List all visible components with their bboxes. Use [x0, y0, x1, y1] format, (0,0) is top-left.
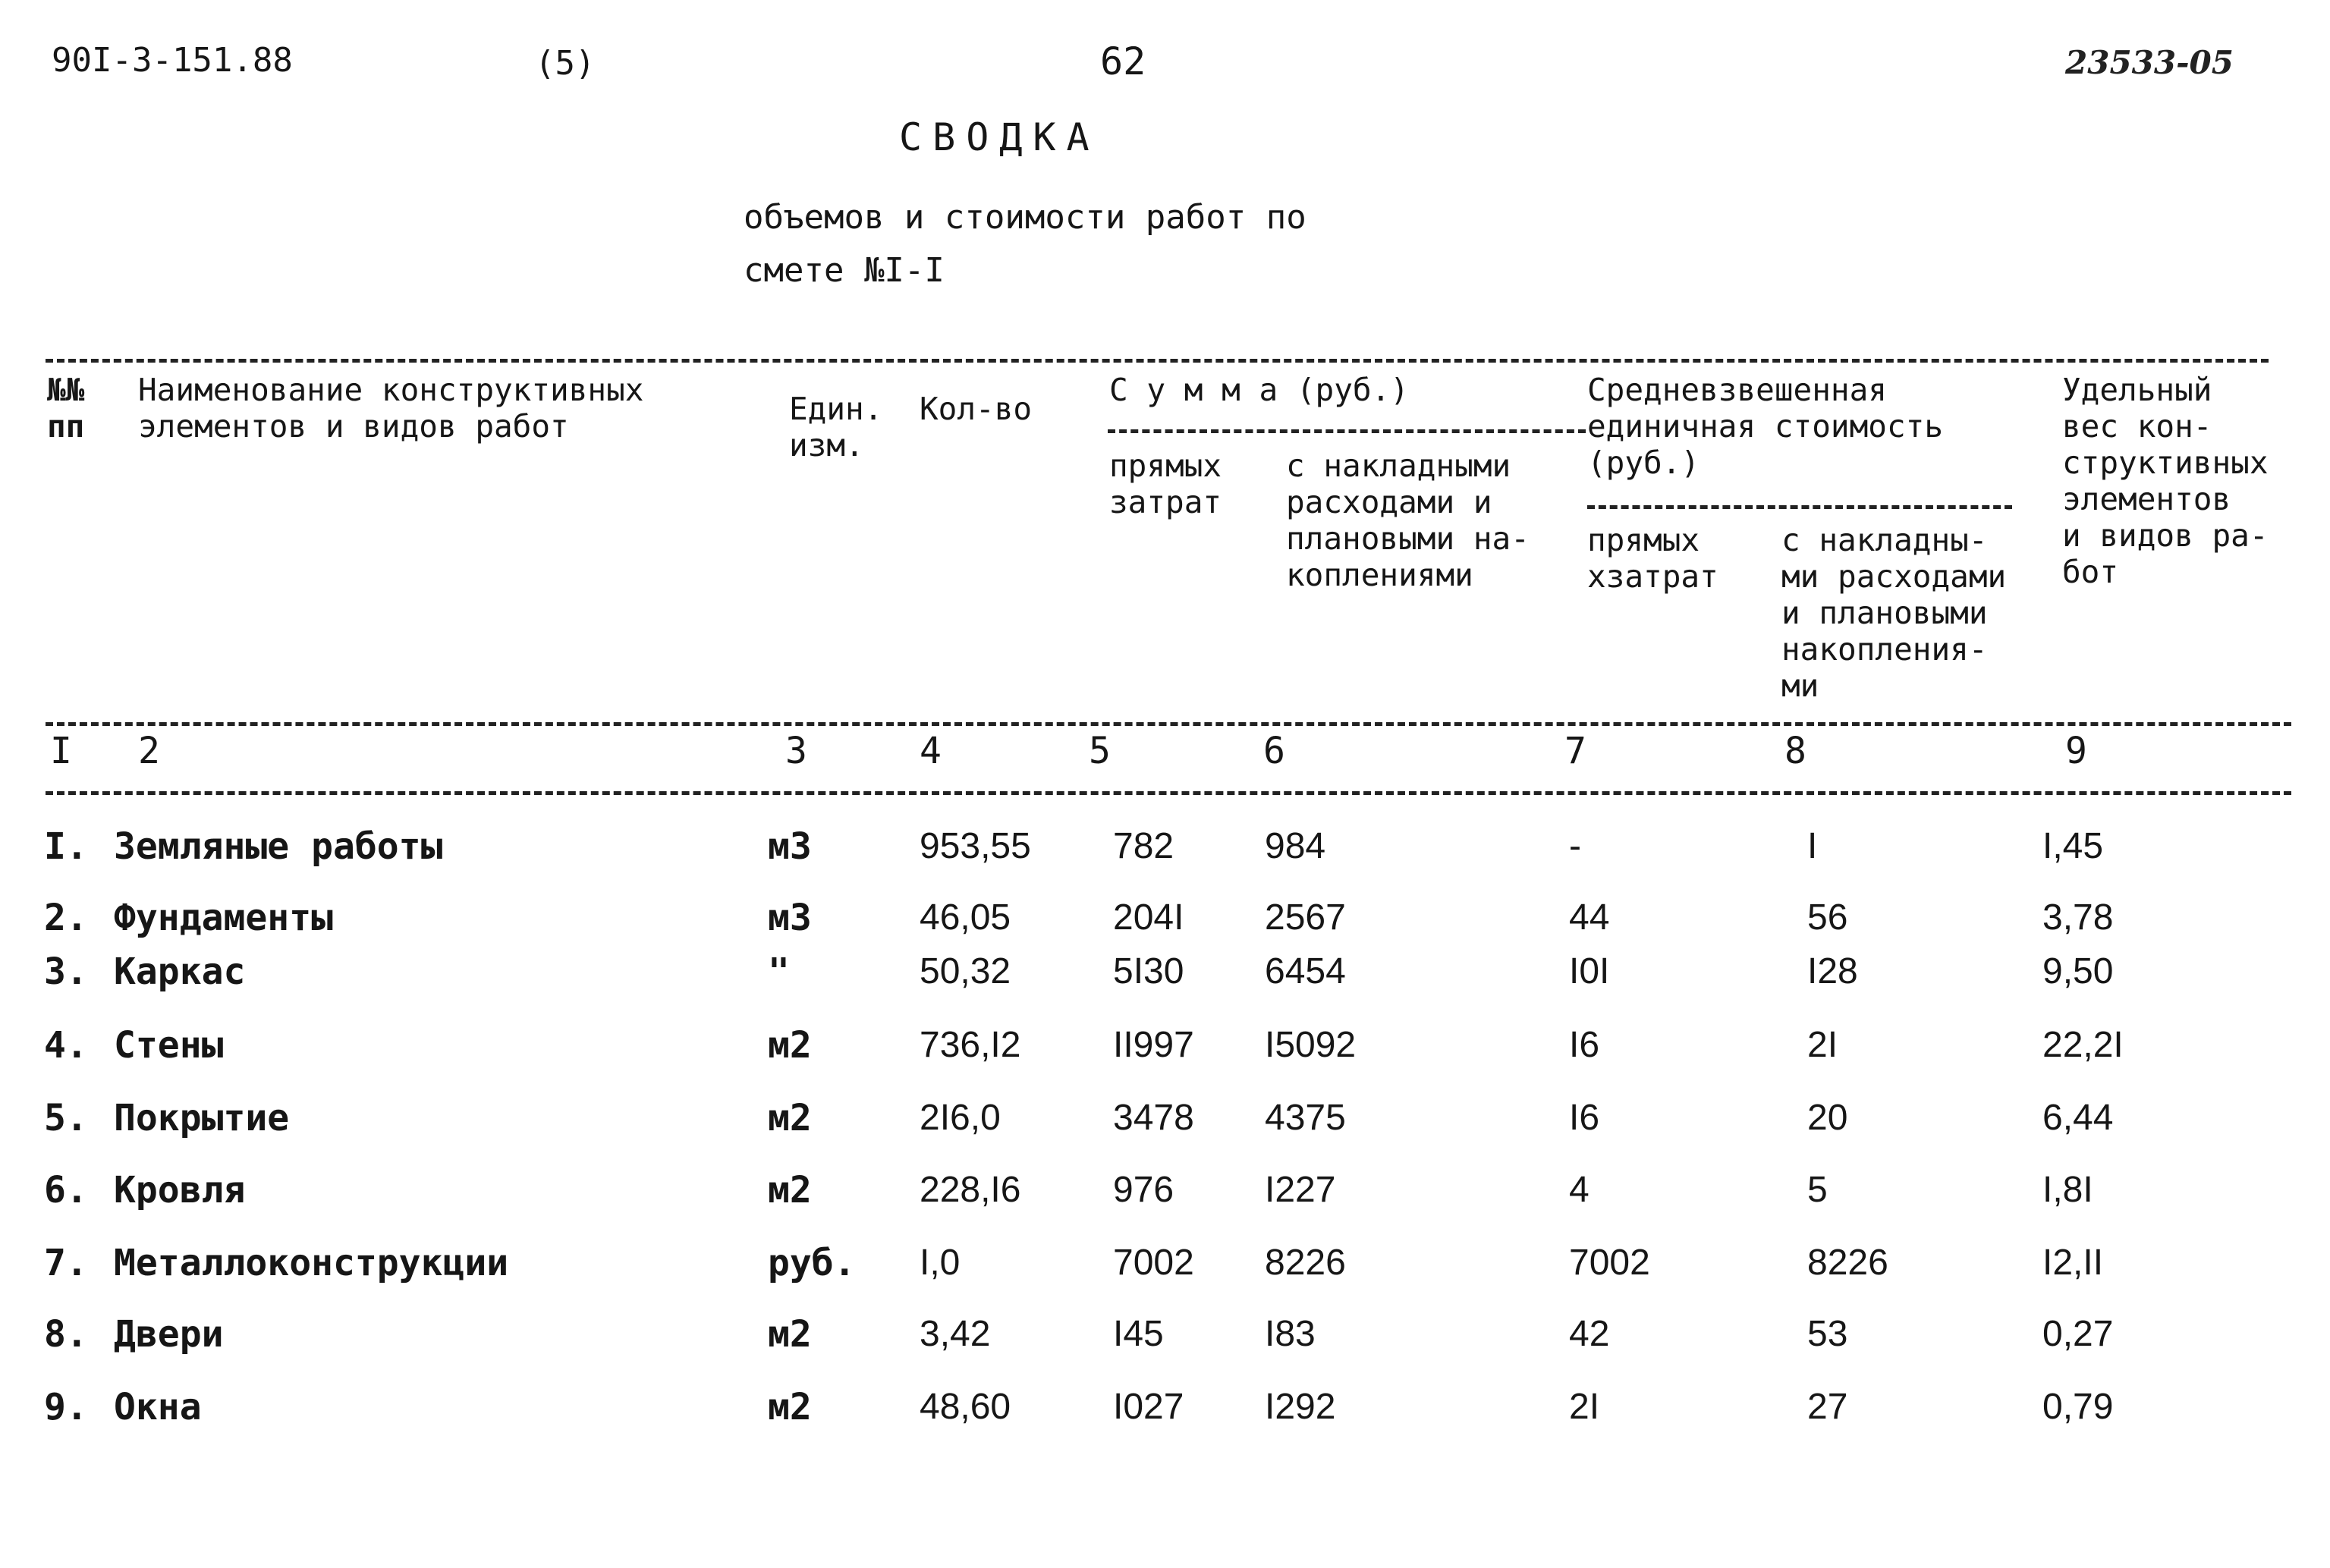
archive-stamp: 23533-05	[2065, 44, 2234, 81]
overhead-cost-cell: 8226	[1265, 1243, 1346, 1283]
header-text: коплениями	[1286, 557, 1473, 593]
direct-cost-cell: 976	[1113, 1170, 1174, 1210]
avg-overhead-cell: 5	[1807, 1170, 1828, 1210]
avg-direct-cell: 42	[1569, 1314, 1610, 1354]
header-element-name	[138, 372, 643, 445]
unit-cell: м3	[768, 897, 812, 939]
overhead-cost-cell: I227	[1265, 1170, 1336, 1210]
unit-cell: м2	[768, 1097, 812, 1139]
avg-overhead-cell: I28	[1807, 951, 1858, 991]
header-text: элементов	[2062, 481, 2231, 517]
header-unit	[789, 391, 882, 463]
header-text: изм.	[789, 427, 864, 463]
column-number: 6	[1263, 730, 1285, 772]
header-text: накопления-	[1781, 631, 1988, 668]
element-name: Кровля	[114, 1169, 246, 1211]
weight-cell: I2,II	[2042, 1243, 2104, 1283]
weight-cell: 3,78	[2042, 897, 2114, 938]
direct-cost-cell: II997	[1113, 1025, 1194, 1065]
header-text: Един.	[789, 391, 883, 427]
row-number: 7.	[44, 1242, 88, 1284]
avg-overhead-cell: 2I	[1807, 1025, 1838, 1065]
row-number: 4.	[44, 1024, 88, 1067]
weight-cell: 9,50	[2042, 951, 2114, 991]
overhead-cost-cell: 984	[1265, 826, 1326, 866]
header-text: расходами и	[1286, 484, 1492, 520]
element-name: Окна	[114, 1386, 202, 1428]
unit-cell: м2	[768, 1169, 812, 1211]
header-text: плановыми на-	[1286, 520, 1530, 557]
header-text: прямых	[1587, 522, 1700, 558]
header-text: элементов и видов работ	[138, 408, 569, 445]
header-text: (руб.)	[1587, 445, 1700, 481]
element-name: Двери	[114, 1313, 224, 1356]
row-number: I.	[44, 825, 88, 868]
column-numbers-rule	[46, 791, 2291, 795]
header-text: прямых	[1109, 448, 1222, 484]
avg-direct-cell: 7002	[1569, 1243, 1650, 1283]
unit-cell: "	[768, 951, 790, 993]
avg-overhead-cell: I	[1807, 826, 1818, 866]
overhead-cost-cell: 6454	[1265, 951, 1346, 991]
avg-overhead-cell: 20	[1807, 1098, 1848, 1138]
element-name: Земляные работы	[114, 825, 443, 868]
header-weighted-average	[1587, 372, 1943, 481]
avg-direct-cell: I6	[1569, 1098, 1600, 1138]
header-specific-weight	[2062, 372, 2269, 590]
header-text: и плановыми	[1781, 595, 1988, 631]
subtitle-line: смете №I-I	[744, 251, 945, 290]
avg-direct-cell: 44	[1569, 897, 1610, 938]
header-text: хзатрат	[1587, 558, 1718, 595]
header-text: структивных	[2062, 445, 2269, 481]
row-number: 3.	[44, 951, 88, 993]
quantity-cell: 2I6,0	[920, 1098, 1001, 1138]
header-text: затрат	[1109, 484, 1222, 520]
unit-cell: м2	[768, 1024, 812, 1067]
column-number: 4	[920, 730, 942, 772]
element-name: Стены	[114, 1024, 224, 1067]
quantity-cell: 228,I6	[920, 1170, 1021, 1210]
element-name: Каркас	[114, 951, 246, 993]
direct-cost-cell: I027	[1113, 1387, 1184, 1427]
unit-cell: м2	[768, 1386, 812, 1428]
avg-overhead-cell: 27	[1807, 1387, 1848, 1427]
column-number: 2	[138, 730, 160, 772]
header-text: Средневзвешенная	[1587, 372, 1887, 408]
summa-sub-rule	[1108, 429, 1586, 433]
overhead-cost-cell: I5092	[1265, 1025, 1357, 1065]
header-direct-costs	[1109, 448, 1222, 520]
unit-cell: м3	[768, 825, 812, 868]
avg-direct-cell: I0I	[1569, 951, 1610, 991]
direct-cost-cell: 5I30	[1113, 951, 1184, 991]
avg-direct-cell: -	[1569, 826, 1581, 866]
header-text: вес кон-	[2062, 408, 2212, 445]
header-summa: С у м м а (руб.)	[1109, 372, 1409, 408]
header-text: с накладными	[1286, 448, 1511, 484]
subtitle-line: объемов и стоимости работ по	[744, 198, 1306, 237]
column-number: 3	[785, 730, 807, 772]
header-row-number	[47, 372, 84, 445]
quantity-cell: 50,32	[920, 951, 1011, 991]
part-number: (5)	[535, 44, 596, 83]
element-name: Металлоконструкции	[114, 1242, 509, 1284]
header-text: №№	[47, 372, 85, 408]
table-top-rule	[46, 359, 2269, 363]
quantity-cell: 953,55	[920, 826, 1031, 866]
header-avg-with-overhead	[1781, 522, 2006, 704]
unit-cell: м2	[768, 1313, 812, 1356]
header-with-overhead	[1286, 448, 1530, 593]
header-quantity: Кол-во	[920, 391, 1033, 427]
header-bottom-rule	[46, 722, 2291, 726]
weight-cell: I,8I	[2042, 1170, 2093, 1210]
overhead-cost-cell: I292	[1265, 1387, 1336, 1427]
quantity-cell: I,0	[920, 1243, 961, 1283]
document-subtitle	[744, 191, 1306, 297]
row-number: 8.	[44, 1313, 88, 1356]
quantity-cell: 736,I2	[920, 1025, 1021, 1065]
avg-direct-cell: 2I	[1569, 1387, 1600, 1427]
quantity-cell: 3,42	[920, 1314, 991, 1354]
avg-overhead-cell: 53	[1807, 1314, 1848, 1354]
avg-overhead-cell: 8226	[1807, 1243, 1888, 1283]
direct-cost-cell: 3478	[1113, 1098, 1194, 1138]
overhead-cost-cell: I83	[1265, 1314, 1316, 1354]
quantity-cell: 46,05	[920, 897, 1011, 938]
row-number: 6.	[44, 1169, 88, 1211]
direct-cost-cell: 782	[1113, 826, 1174, 866]
element-name: Фундаменты	[114, 897, 333, 939]
weight-cell: 0,79	[2042, 1387, 2114, 1427]
unit-cell: руб.	[768, 1242, 856, 1284]
direct-cost-cell: 204I	[1113, 897, 1184, 938]
column-number: 9	[2065, 730, 2087, 772]
weight-cell: I,45	[2042, 826, 2104, 866]
weight-cell: 6,44	[2042, 1098, 2114, 1138]
element-name: Покрытие	[114, 1097, 290, 1139]
header-text: и видов ра-	[2062, 517, 2269, 554]
column-number: 7	[1564, 730, 1586, 772]
column-number: 8	[1784, 730, 1806, 772]
weight-cell: 22,2I	[2042, 1025, 2124, 1065]
header-text: ми	[1781, 668, 1819, 704]
column-number: I	[50, 730, 72, 772]
page-number: 62	[1100, 39, 1146, 83]
row-number: 2.	[44, 897, 88, 939]
header-text: с накладны-	[1781, 522, 1988, 558]
document-code: 90I-3-151.88	[52, 41, 293, 80]
avg-overhead-cell: 56	[1807, 897, 1848, 938]
quantity-cell: 48,60	[920, 1387, 1011, 1427]
document-title: СВОДКА	[899, 115, 1100, 159]
avg-direct-cell: 4	[1569, 1170, 1589, 1210]
header-text: ми расходами	[1781, 558, 2007, 595]
direct-cost-cell: 7002	[1113, 1243, 1194, 1283]
overhead-cost-cell: 4375	[1265, 1098, 1346, 1138]
avg-direct-cell: I6	[1569, 1025, 1600, 1065]
header-avg-direct	[1587, 522, 1718, 595]
avg-sub-rule	[1587, 505, 2012, 509]
header-text: Наименование конструктивных	[138, 372, 644, 408]
header-text: Удельный	[2062, 372, 2212, 408]
column-number: 5	[1089, 730, 1111, 772]
row-number: 9.	[44, 1386, 88, 1428]
overhead-cost-cell: 2567	[1265, 897, 1346, 938]
row-number: 5.	[44, 1097, 88, 1139]
header-text: единичная стоимость	[1587, 408, 1943, 445]
weight-cell: 0,27	[2042, 1314, 2114, 1354]
header-text: бот	[2062, 554, 2119, 590]
header-text: пп	[47, 408, 85, 445]
direct-cost-cell: I45	[1113, 1314, 1164, 1354]
